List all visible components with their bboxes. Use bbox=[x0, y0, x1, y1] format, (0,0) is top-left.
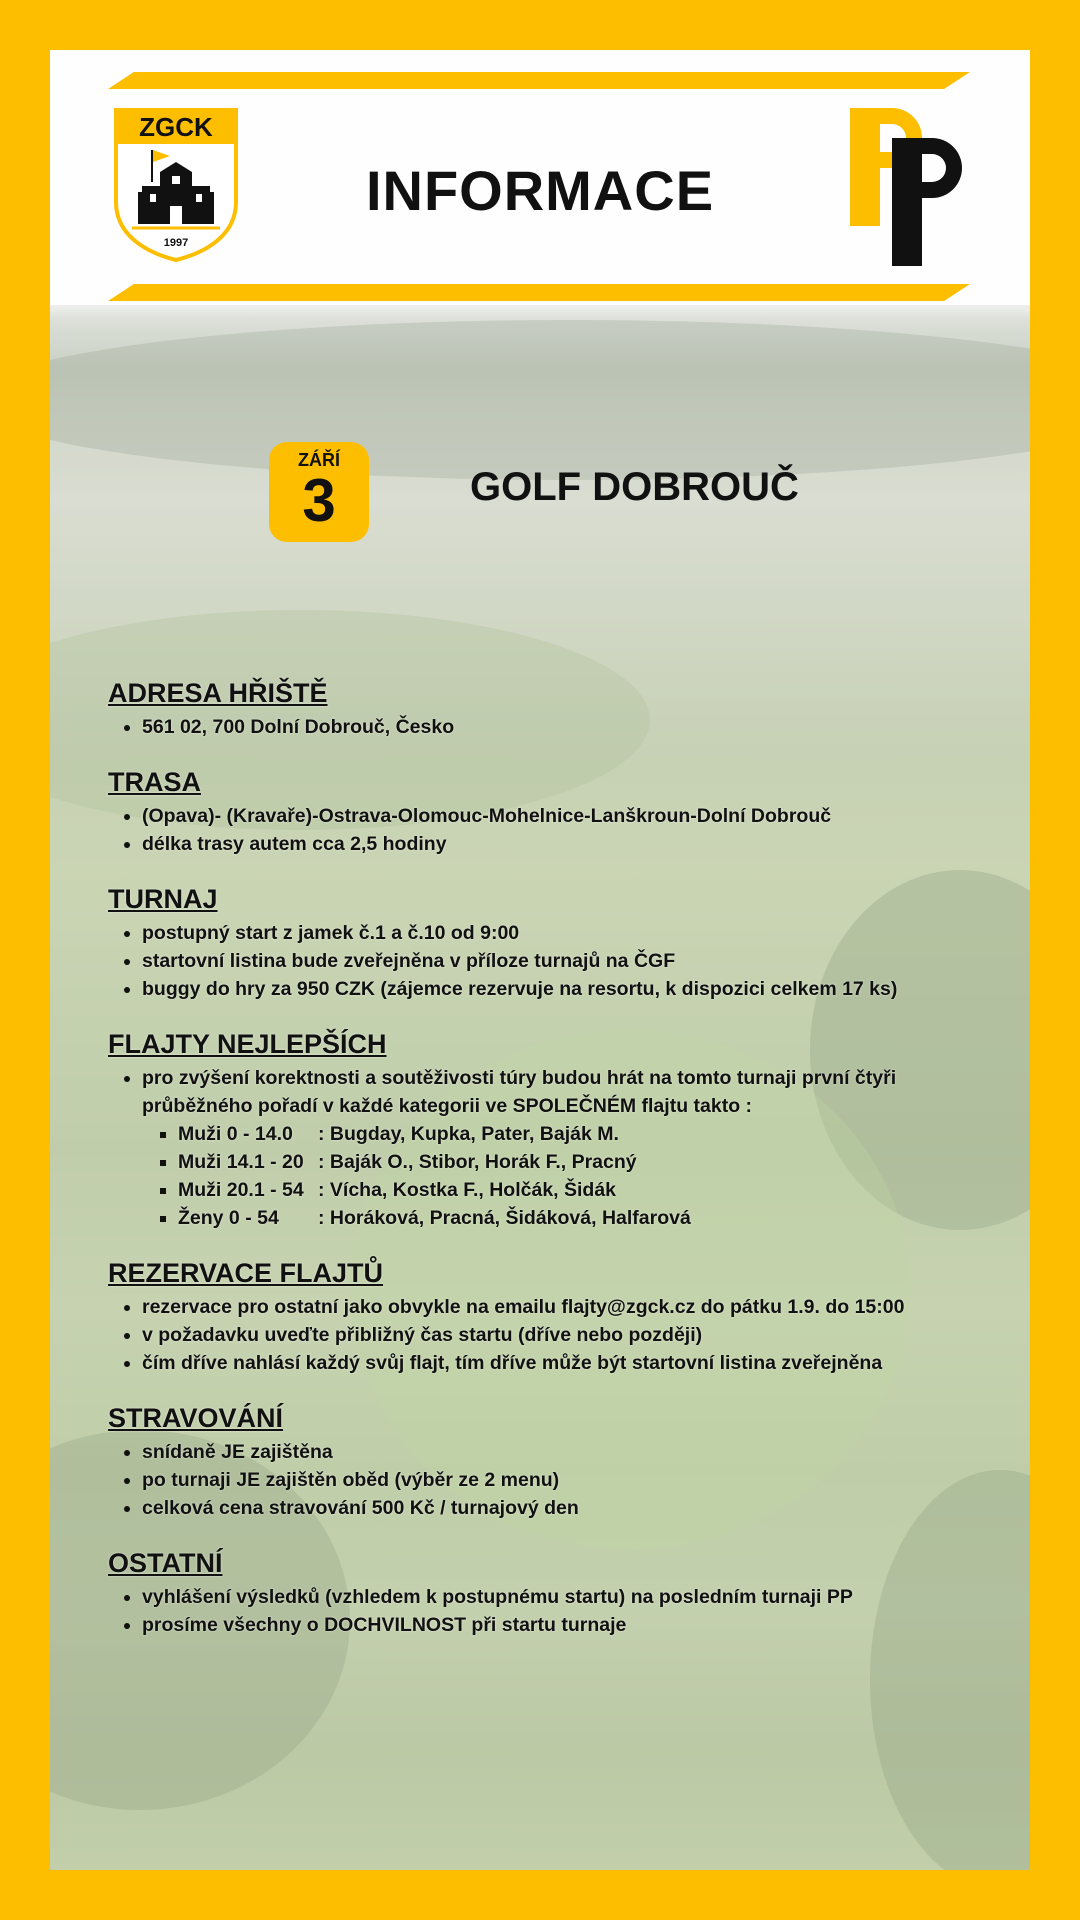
poster-frame bbox=[50, 50, 1030, 1870]
flight-label: Muži 0 - 14.0 bbox=[178, 1123, 293, 1145]
section-title: STRAVOVÁNÍ bbox=[108, 1403, 284, 1433]
list-item: • startovní listina bude zveřejněna v příloze turnajů na ČGF bbox=[142, 947, 1008, 975]
flight-label: Muži 14.1 - 20 bbox=[178, 1151, 304, 1173]
list-item: • postupný start z jamek č.1 a č.10 od 9:00 bbox=[142, 919, 1008, 947]
section-catering bbox=[108, 1403, 1008, 1522]
section-title: TURNAJ bbox=[108, 884, 218, 914]
section-flights bbox=[108, 1029, 1008, 1232]
list-item: • snídaně JE zajištěna bbox=[142, 1438, 1008, 1466]
pp-logo bbox=[850, 108, 982, 266]
flights-intro: pro zvýšení korektnosti a soutěživosti túry budou hrát na tomto turnaji první čtyři průběžného pořadí v každé kategorii ve SPOLEČNÉM flajtu takto : bbox=[142, 1067, 897, 1117]
page-title: INFORMACE bbox=[365, 159, 715, 222]
flight-group bbox=[178, 1148, 1008, 1176]
section-title: REZERVACE FLAJTŮ bbox=[108, 1258, 384, 1288]
list-item: • prosíme všechny o DOCHVILNOST při startu turnaje bbox=[142, 1611, 1008, 1639]
section-address bbox=[108, 678, 1008, 741]
logo-text: ZGCK bbox=[139, 112, 213, 142]
flight-label: Ženy 0 - 54 bbox=[178, 1207, 279, 1229]
flight-players: : Baják O., Stibor, Horák F., Pracný bbox=[318, 1151, 637, 1173]
header-bottom-stripe bbox=[108, 284, 970, 301]
list-item: • rezervace pro ostatní jako obvykle na emailu flajty@zgck.cz do pátku 1.9. do 15:00 bbox=[142, 1293, 1008, 1321]
date-badge bbox=[269, 442, 369, 542]
flight-group bbox=[178, 1120, 1008, 1148]
list-item: • 561 02, 700 Dolní Dobrouč, Česko bbox=[142, 713, 1008, 741]
section-title: ADRESA HŘIŠTĚ bbox=[108, 678, 328, 708]
flight-players: : Bugday, Kupka, Pater, Baják M. bbox=[318, 1123, 619, 1145]
logo-year: 1997 bbox=[163, 237, 189, 249]
section-reservation bbox=[108, 1258, 1008, 1377]
list-item bbox=[142, 1064, 1008, 1232]
list-item: • čím dříve nahlásí každý svůj flajt, tím dříve může být startovní listina zveřejněna bbox=[142, 1349, 1008, 1377]
section-title: TRASA bbox=[108, 767, 201, 797]
header-top-stripe bbox=[108, 72, 970, 89]
list-item: • vyhlášení výsledků (vzhledem k postupnému startu) na posledním turnaji PP bbox=[142, 1583, 1008, 1611]
flight-players: : Horáková, Pracná, Šidáková, Halfarová bbox=[318, 1207, 691, 1229]
list-item: • délka trasy autem cca 2,5 hodiny bbox=[142, 830, 1008, 858]
flight-players: : Vícha, Kostka F., Holčák, Šidák bbox=[318, 1179, 617, 1201]
section-title: OSTATNÍ bbox=[108, 1548, 223, 1578]
info-content bbox=[108, 678, 1008, 1665]
list-item: • v požadavku uveďte přibližný čas startu (dříve nebo později) bbox=[142, 1321, 1008, 1349]
venue-title: GOLF DOBROUČ bbox=[470, 465, 799, 509]
section-tournament bbox=[108, 884, 1008, 1003]
date-day: 3 bbox=[302, 467, 336, 534]
list-item: • buggy do hry za 950 CZK (zájemce rezervuje na resortu, k dispozici celkem 17 ks) bbox=[142, 975, 1008, 1003]
list-item: • celková cena stravování 500 Kč / turnajový den bbox=[142, 1494, 1008, 1522]
flight-label: Muži 20.1 - 54 bbox=[178, 1179, 304, 1201]
zgck-logo bbox=[112, 106, 240, 262]
list-item: • po turnaji JE zajištěn oběd (výběr ze 2 menu) bbox=[142, 1466, 1008, 1494]
section-other bbox=[108, 1548, 1008, 1639]
flight-group bbox=[178, 1204, 1008, 1232]
section-route bbox=[108, 767, 1008, 858]
date-month: ZÁŘÍ bbox=[298, 450, 340, 470]
flight-group bbox=[178, 1176, 1008, 1204]
section-title: FLAJTY NEJLEPŠÍCH bbox=[108, 1029, 387, 1059]
list-item: • (Opava)- (Kravaře)-Ostrava-Olomouc-Mohelnice-Lanškroun-Dolní Dobrouč bbox=[142, 802, 1008, 830]
